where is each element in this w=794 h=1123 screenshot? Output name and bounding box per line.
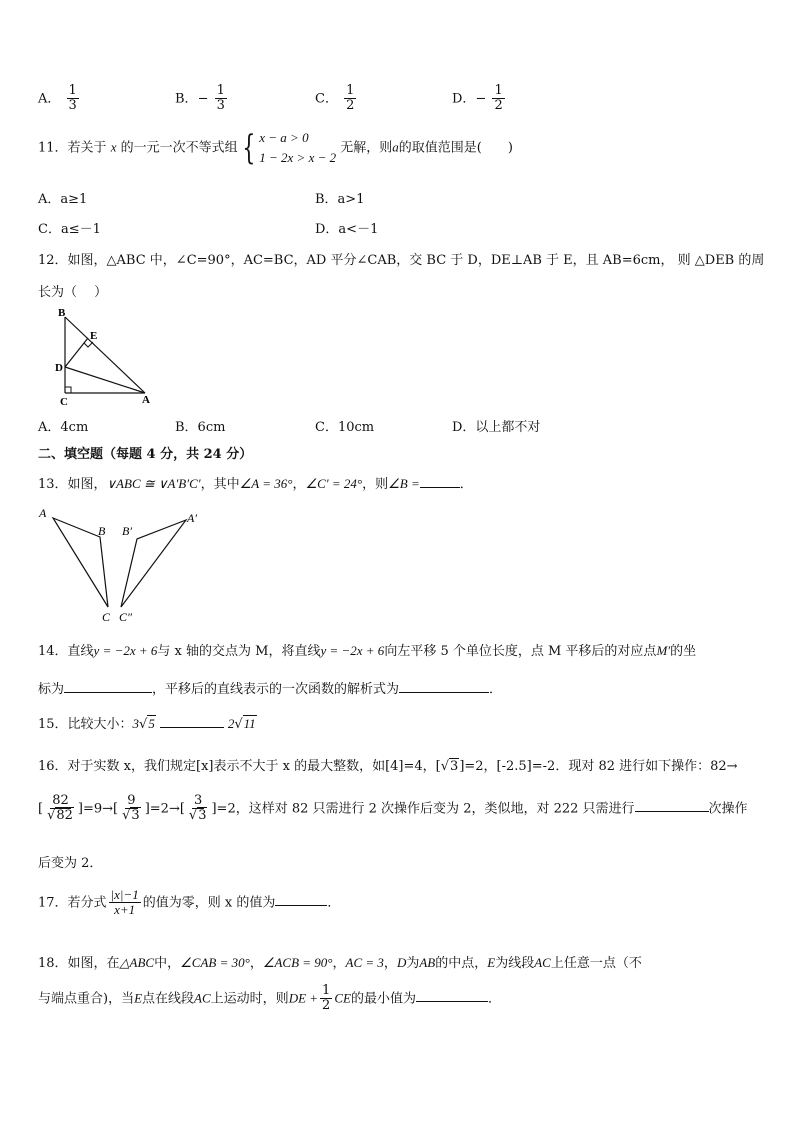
q15-answer-blank (160, 715, 224, 728)
q13-congruent-triangles-figure (36, 503, 211, 626)
label-a: A (142, 394, 150, 406)
q18-answer-blank (416, 989, 488, 1002)
q12-option-c: C．10cm (315, 420, 375, 435)
q16-stem-line3: 后变为 2． (38, 856, 103, 871)
q10-option-a: A． $\frac{1}{3}$ (38, 83, 77, 114)
label-d: D (55, 362, 63, 374)
q11-option-a: A．a≥1 (38, 192, 88, 207)
label-a: A (39, 506, 47, 520)
label-c-prime: C″ (119, 610, 133, 624)
q10-option-b: B．− $\frac{1}{3}$ (175, 83, 225, 114)
q10-option-d: D．− $\frac{1}{2}$ (452, 83, 503, 114)
label-c: C (60, 396, 68, 407)
label-b-prime: B′ (122, 524, 132, 538)
q15-stem: 15．比较大小：3√5 2√11 (38, 716, 256, 732)
q16-stem-line1: 16．对于实数 x，我们规定[x]表示不大于 x 的最大整数，如[4]=4，[√3]=2，[-2.5]=-2．现对 82 进行如下操作：82→ (38, 759, 738, 774)
q14-answer-blank-1 (64, 680, 152, 693)
q17-stem: 17．若分式 $\frac{|x|-1}{x+1}$ 的值为零，则 x 的值为 ． (38, 887, 341, 918)
right-angle-e (84, 342, 93, 347)
q18-stem-line1: 18．如图，在△ABC中，∠CAB = 30°，∠ACB = 90°，AC = 3，D为AB的中点，E为线段AC上任意一点（不 (38, 955, 642, 971)
q16-answer-blank (635, 799, 709, 812)
segment-ad (65, 367, 145, 393)
label-c: C (102, 610, 111, 624)
q13-answer-blank (420, 475, 460, 488)
q12-option-b: B．6cm (175, 420, 226, 435)
q12-triangle-figure (52, 305, 162, 407)
q11-option-c: C．a≤－1 (38, 222, 101, 237)
q11-stem: 11．若关于 x 的一元一次不等式组 { x − a > 0 1 − 2x > x − 2 无解，则a的取值范围是( ) (38, 128, 513, 168)
q13-stem: 13．如图，∨ABC ≅ ∨A′B′C′，其中∠A = 36°，∠C′ = 24°，则∠B = ． (38, 476, 473, 492)
section-heading: 二、填空题（每题 4 分，共 24 分） (38, 447, 253, 462)
q14-stem-line2: 标为 ，平移后的直线表示的一次函数的解析式为 ． (38, 682, 503, 697)
q11-option-b: B．a>1 (315, 192, 365, 207)
q16-stem-line2: [ $\frac{82}{√82}$ ]=9→[ $\frac{9}{√3}$ ]=2→[ $\frac{3}{√3}$ ]=2，这样对 82 只需进行 2 次操作后变为 2，类似地，对 222 只需进行 次操作 (38, 793, 748, 824)
label-b: B (98, 524, 106, 538)
q12-option-d: D．以上都不对 (452, 420, 541, 435)
q11-option-d: D．a<－1 (315, 222, 379, 237)
right-angle-c (65, 387, 71, 393)
q14-stem-line1: 14．直线y = −2x + 6与 x 轴的交点为 M，将直线y = −2x + 6向左平移 5 个单位长度，点 M 平移后的对应点M′的坐 (38, 643, 697, 659)
label-a-prime: A′ (187, 511, 197, 525)
q14-answer-blank-2 (399, 680, 489, 693)
edge-ba (65, 317, 145, 393)
q18-stem-line2: 与端点重合)，当E点在线段AC上运动时，则DE + $\frac{1}{2}$ CE的最小值为 ． (38, 983, 501, 1014)
q12-stem-line2: 长为（ ） (38, 285, 108, 300)
segment-de (65, 338, 88, 367)
label-b: B (58, 307, 66, 319)
q12-option-a: A．4cm (38, 420, 89, 435)
q10-option-c: C． $\frac{1}{2}$ (315, 83, 355, 114)
q17-answer-blank (275, 893, 327, 906)
label-e: E (90, 330, 98, 342)
q12-stem-line1: 12．如图，△ABC 中，∠C=90°，AC=BC，AD 平分∠CAB，交 BC 于 D，DE⊥AB 于 E，且 AB=6cm， 则 △DEB 的周 (38, 253, 765, 268)
